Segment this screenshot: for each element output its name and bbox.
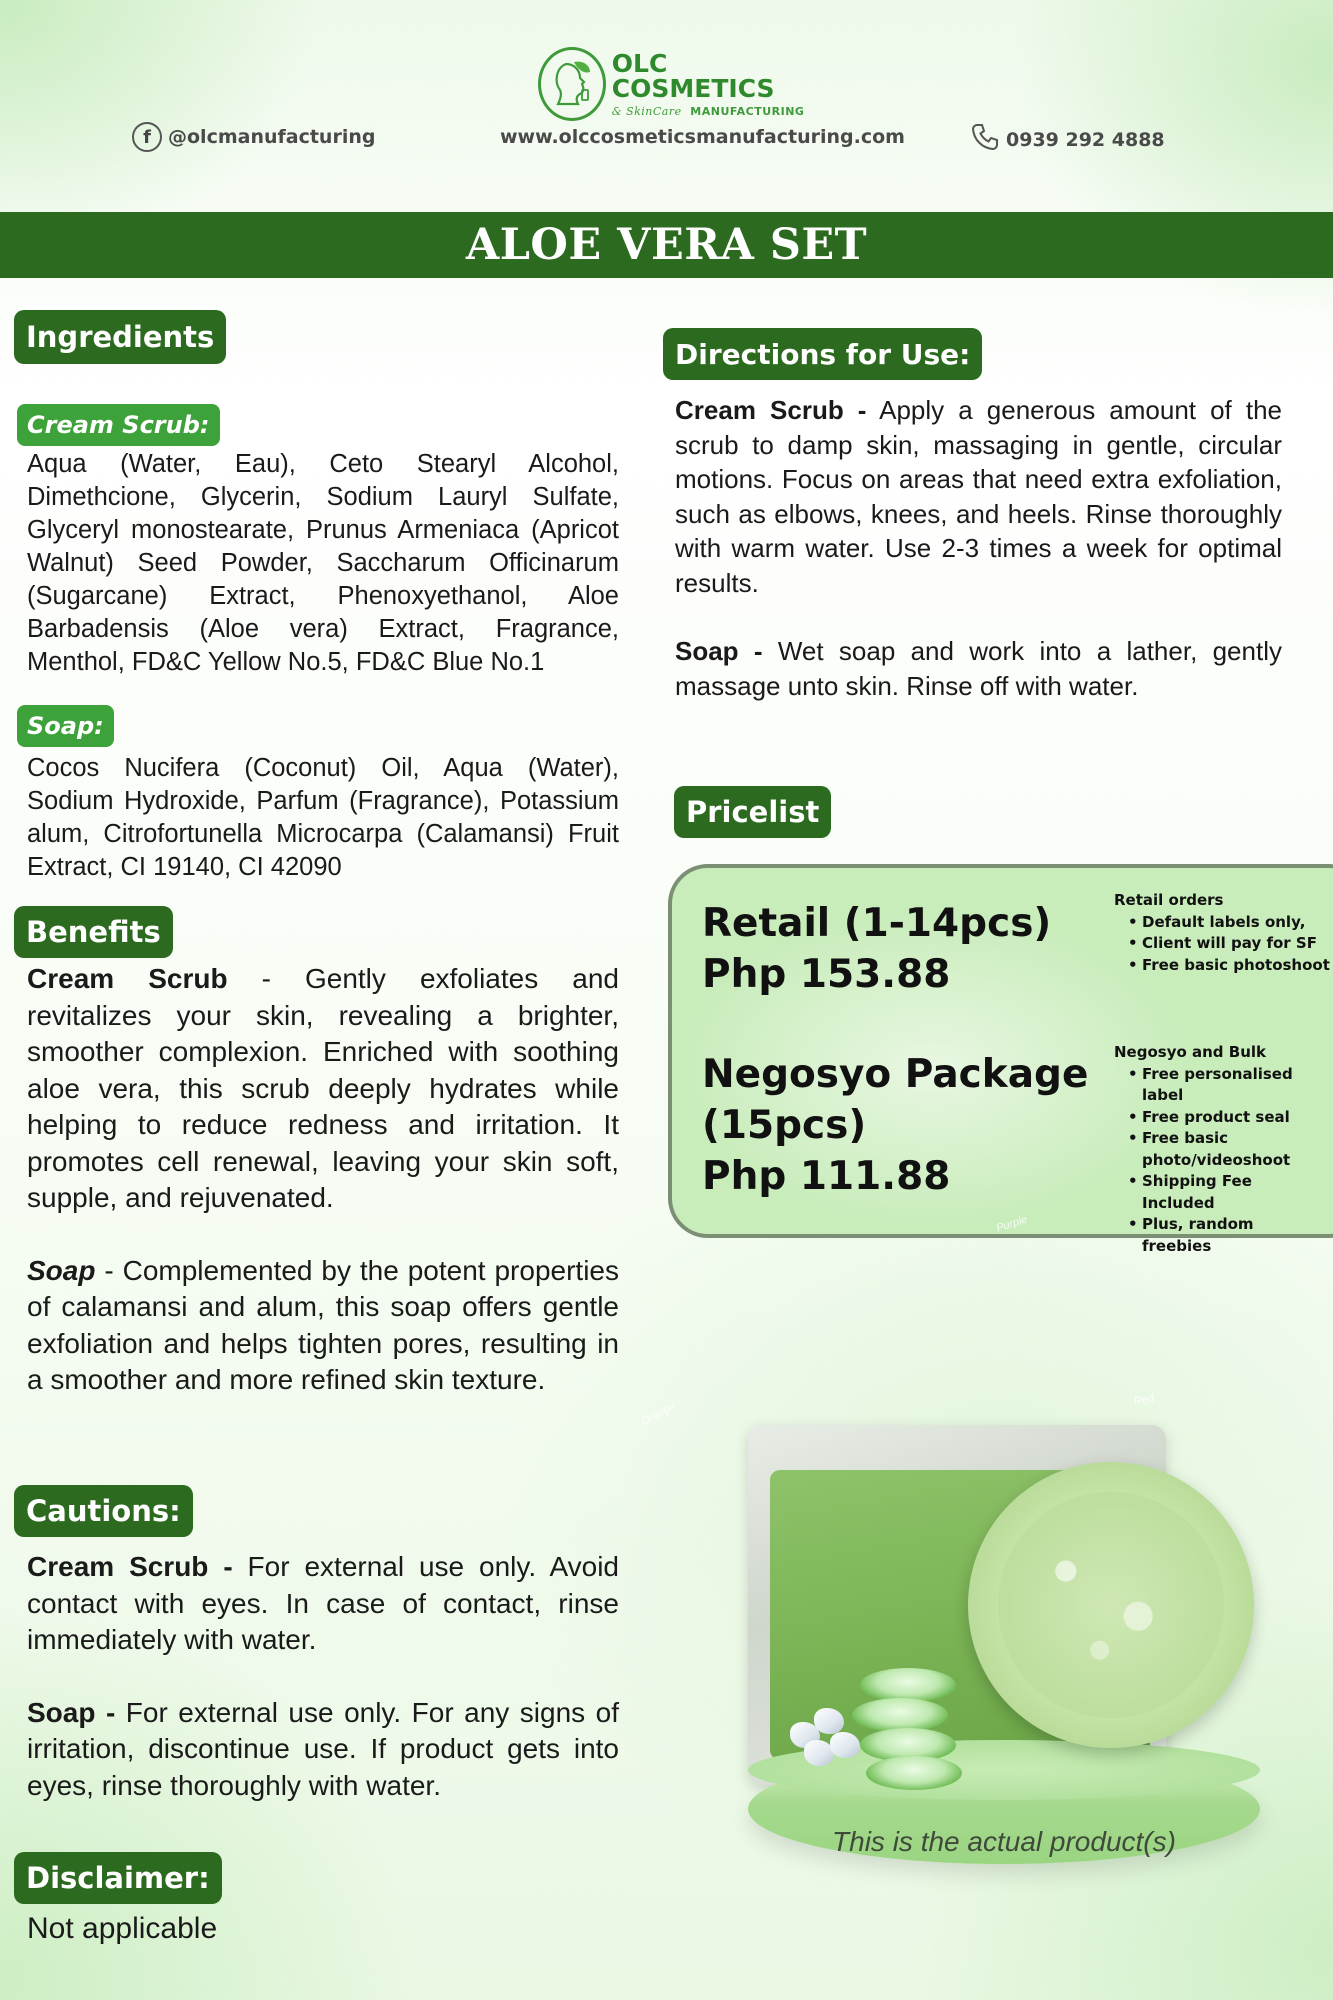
pricelist-card: [668, 864, 1333, 1255]
bulk-note-item: • Plus, random freebies: [1128, 1214, 1324, 1257]
retail-notes: [1114, 890, 1333, 976]
face-leaf-icon: [538, 47, 606, 121]
directions-cream-text: Apply a generous amount of the scrub to damp skin, massaging in gentle, circular motions. Focus on areas that need extra exfoliation, such as elbows, knees, and heels. Rinse thoroughly with warm water. Use 2-3 times a week for optimal results.: [675, 395, 1282, 598]
bulk-notes-title: Negosyo and Bulk: [1114, 1043, 1266, 1061]
directions-heading: Directions for Use:: [663, 328, 982, 380]
faint-label-purple: Purple: [994, 1213, 1029, 1235]
brand-sub-script: & SkinCare: [611, 104, 682, 118]
brand-subtitle: [612, 105, 818, 118]
faint-label-red: Red: [1133, 1392, 1156, 1408]
cautions-cream-lead: Cream Scrub -: [27, 1551, 233, 1582]
cautions-soap-text: For external use only. For any signs of irritation, discontinue use. If product gets into eyes, rinse thoroughly with water.: [27, 1696, 620, 1801]
benefits-cream-text: - Gently exfoliates and revitalizes your skin, revealing a brighter, smoother complexion. Enriched with soothing aloe vera, this scrub deeply hydrates while helping to reduce redness and irritation. It promotes cell renewal, leaving your skin soft, supple, and rejuvenated.: [27, 963, 619, 1213]
alum-crystal-icon: [814, 1708, 844, 1734]
alum-crystal-icon: [830, 1732, 860, 1758]
facebook-icon: f: [132, 122, 162, 152]
retail-price: Php 153.88: [702, 952, 951, 997]
directions-cream-lead: Cream Scrub -: [675, 395, 867, 425]
aloe-slice-icon: [866, 1756, 962, 1790]
negosyo-title: Negosyo Package: [702, 1052, 1089, 1097]
retail-price-block: [702, 898, 1051, 1000]
bulk-notes: [1114, 1042, 1324, 1257]
benefits-soap-lead: Soap: [27, 1254, 96, 1286]
soap-ingredients-label: Soap:: [17, 705, 114, 747]
cream-scrub-ingredients-text: Aqua (Water, Eau), Ceto Stearyl Alcohol, Dimethcione, Glycerin, Sodium Lauryl Sulfate, Glyceryl monostearate, Prunus Armeniaca (Apricot Walnut) Seed Powder, Saccharum Officinarum (Sugarcane) Extract, Phenoxyethanol, Aloe Barbadensis (Aloe vera) Extract, Fragrance, Menthol, FD&C Yellow No.5, FD&C Blue No.1: [27, 450, 619, 676]
cautions-soap-lead: Soap -: [27, 1696, 116, 1728]
facebook-contact[interactable]: [132, 122, 375, 152]
brand-logo: [538, 44, 818, 124]
cautions-text: [27, 1549, 619, 1804]
brand-sub-bold: MANUFACTURING: [690, 104, 805, 118]
retail-note-item: • Free basic photoshoot: [1128, 955, 1333, 977]
negosyo-price: Php 111.88: [702, 1154, 951, 1199]
directions-soap-lead: Soap -: [675, 636, 763, 666]
cream-scrub-texture: [998, 1492, 1224, 1718]
faint-label-orange: Orange: [639, 1400, 678, 1428]
benefits-soap-text: - Complemented by the potent properties of calamansi and alum, this soap offers gentle exfoliation and helps tighten pores, resulting in a smoother and more refined skin texture.: [27, 1254, 619, 1395]
phone-number: 0939 292 4888: [1006, 128, 1165, 151]
ingredients-heading: Ingredients: [14, 310, 226, 364]
title-banner: [0, 212, 1333, 278]
negosyo-quantity: (15pcs): [702, 1103, 867, 1148]
website-link[interactable]: [500, 126, 905, 148]
aloe-slice-icon: [860, 1668, 956, 1702]
bulk-note-item: • Shipping Fee Included: [1128, 1171, 1324, 1214]
product-caption: This is the actual product(s): [832, 1826, 1176, 1857]
bulk-note-item: • Free personalised label: [1128, 1064, 1324, 1107]
benefits-cream-lead: Cream Scrub: [27, 963, 228, 994]
disclaimer-text: Not applicable: [27, 1912, 218, 1945]
negosyo-price-block: [702, 1049, 1088, 1202]
aloe-slice-icon: [852, 1698, 948, 1732]
bulk-note-item: • Free product seal: [1128, 1107, 1324, 1129]
soap-ingredients-text: Cocos Nucifera (Coconut) Oil, Aqua (Water), Sodium Hydroxide, Parfum (Fragrance), Potassium alum, Citrofortunella Microcarpa (Calamansi) Fruit Extract, CI 19140, CI 42090: [27, 754, 619, 881]
benefits-text: [27, 961, 619, 1399]
bulk-note-item: • Free basic photo/videoshoot: [1128, 1128, 1324, 1171]
pricelist-heading: Pricelist: [674, 786, 831, 838]
benefits-heading: Benefits: [14, 906, 173, 958]
page-title: ALOE VERA SET: [465, 220, 868, 270]
facebook-handle: @olcmanufacturing: [168, 126, 376, 148]
cautions-heading: Cautions:: [14, 1485, 193, 1537]
retail-notes-title: Retail orders: [1114, 891, 1224, 909]
retail-quantity: Retail (1-14pcs): [702, 901, 1052, 946]
phone-contact[interactable]: [970, 122, 1165, 157]
website-text: www.olccosmeticsmanufacturing.com: [500, 126, 905, 148]
cautions-cream-text: For external use only. Avoid contact with eyes. In case of contact, rinse immediately with water.: [27, 1551, 619, 1655]
retail-note-item: • Client will pay for SF: [1128, 933, 1333, 955]
retail-note-item: • Default labels only,: [1128, 912, 1333, 934]
brand-name: OLC COSMETICS: [611, 48, 775, 103]
directions-text: [675, 393, 1282, 703]
cream-scrub-ingredients-label: Cream Scrub:: [17, 404, 220, 446]
phone-icon: [970, 122, 1000, 157]
directions-soap-text: Wet soap and work into a lather, gently massage unto skin. Rinse off with water.: [675, 636, 1282, 701]
disclaimer-heading: Disclaimer:: [14, 1852, 222, 1904]
